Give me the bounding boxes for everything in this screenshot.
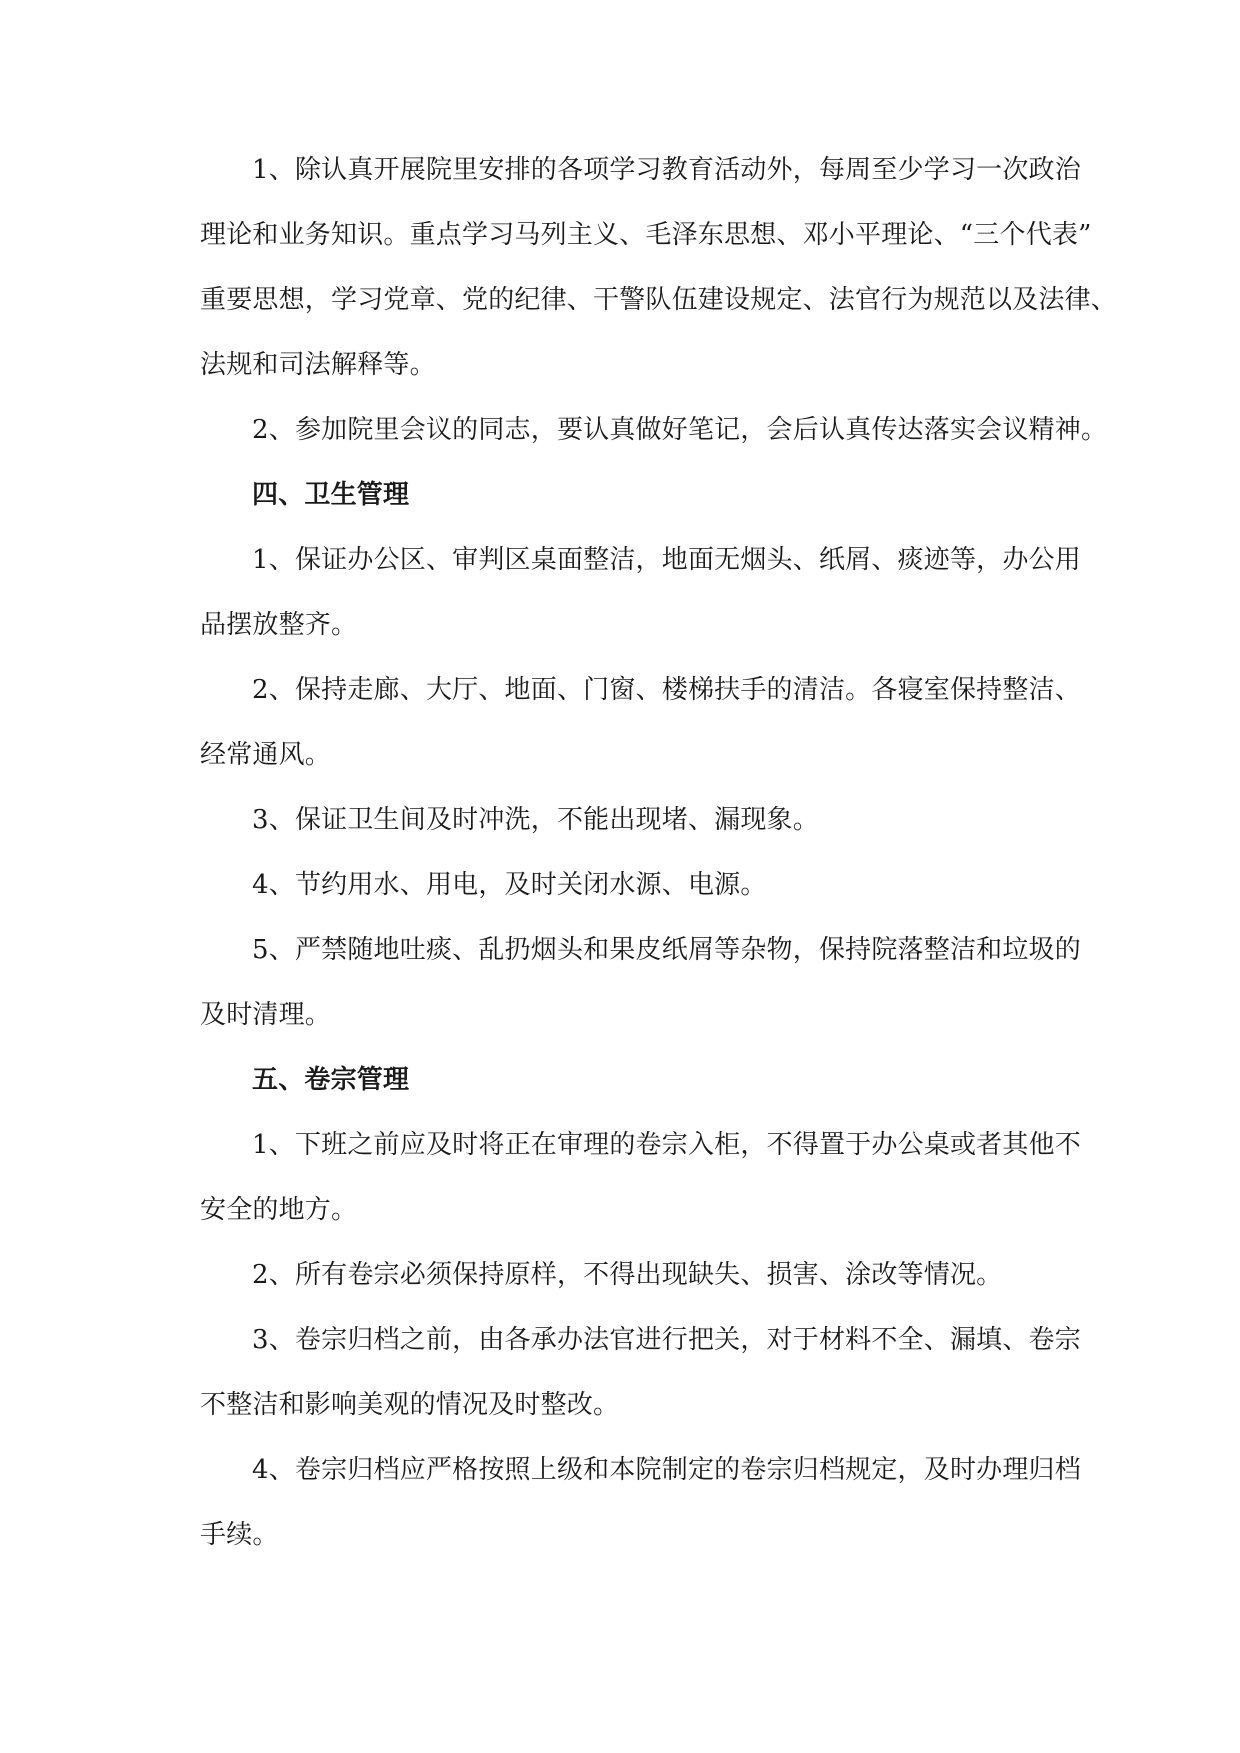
paragraph-line: 5、严禁随地吐痰、乱扔烟头和果皮纸屑等杂物，保持院落整洁和垃圾的 — [252, 935, 1081, 965]
paragraph-line: 4、卷宗归档应严格按照上级和本院制定的卷宗归档规定，及时办理归档 — [252, 1455, 1081, 1485]
paragraph-line: 及时清理。 — [200, 1000, 332, 1030]
paragraph-line: 理论和业务知识。重点学习马列主义、毛泽东思想、邓小平理论、“三个代表” — [200, 220, 1092, 250]
paragraph-line: 法规和司法解释等。 — [200, 350, 436, 380]
paragraph-line: 2、保持走廊、大厅、地面、门窗、楼梯扶手的清洁。各寝室保持整洁、 — [252, 675, 1081, 705]
paragraph-line: 1、下班之前应及时将正在审理的卷宗入柜，不得置于办公桌或者其他不 — [252, 1130, 1081, 1160]
paragraph-line: 安全的地方。 — [200, 1195, 358, 1225]
paragraph-line: 3、保证卫生间及时冲洗，不能出现堵、漏现象。 — [252, 805, 819, 835]
paragraph-line: 经常通风。 — [200, 740, 332, 770]
paragraph-line: 2、参加院里会议的同志，要认真做好笔记，会后认真传达落实会议精神。 — [252, 415, 1108, 445]
section-heading: 四、卫生管理 — [252, 480, 410, 510]
paragraph-line: 2、所有卷宗必须保持原样，不得出现缺失、损害、涂改等情况。 — [252, 1260, 1003, 1290]
document-page — [200, 153, 1118, 1552]
paragraph-line: 3、卷宗归档之前，由各承办法官进行把关，对于材料不全、漏填、卷宗 — [252, 1325, 1081, 1355]
paragraph-line: 品摆放整齐。 — [200, 610, 358, 640]
paragraph-line: 不整洁和影响美观的情况及时整改。 — [200, 1390, 620, 1420]
paragraph-line: 1、保证办公区、审判区桌面整洁，地面无烟头、纸屑、痰迹等，办公用 — [252, 545, 1081, 575]
paragraph-line: 重要思想，学习党章、党的纪律、干警队伍建设规定、法官行为规范以及法律、 — [200, 285, 1118, 315]
paragraph-line: 手续。 — [200, 1520, 279, 1550]
paragraph-line: 1、除认真开展院里安排的各项学习教育活动外，每周至少学习一次政治 — [252, 155, 1081, 185]
paragraph-line: 4、节约用水、用电，及时关闭水源、电源。 — [252, 870, 767, 900]
section-heading: 五、卷宗管理 — [252, 1065, 410, 1095]
